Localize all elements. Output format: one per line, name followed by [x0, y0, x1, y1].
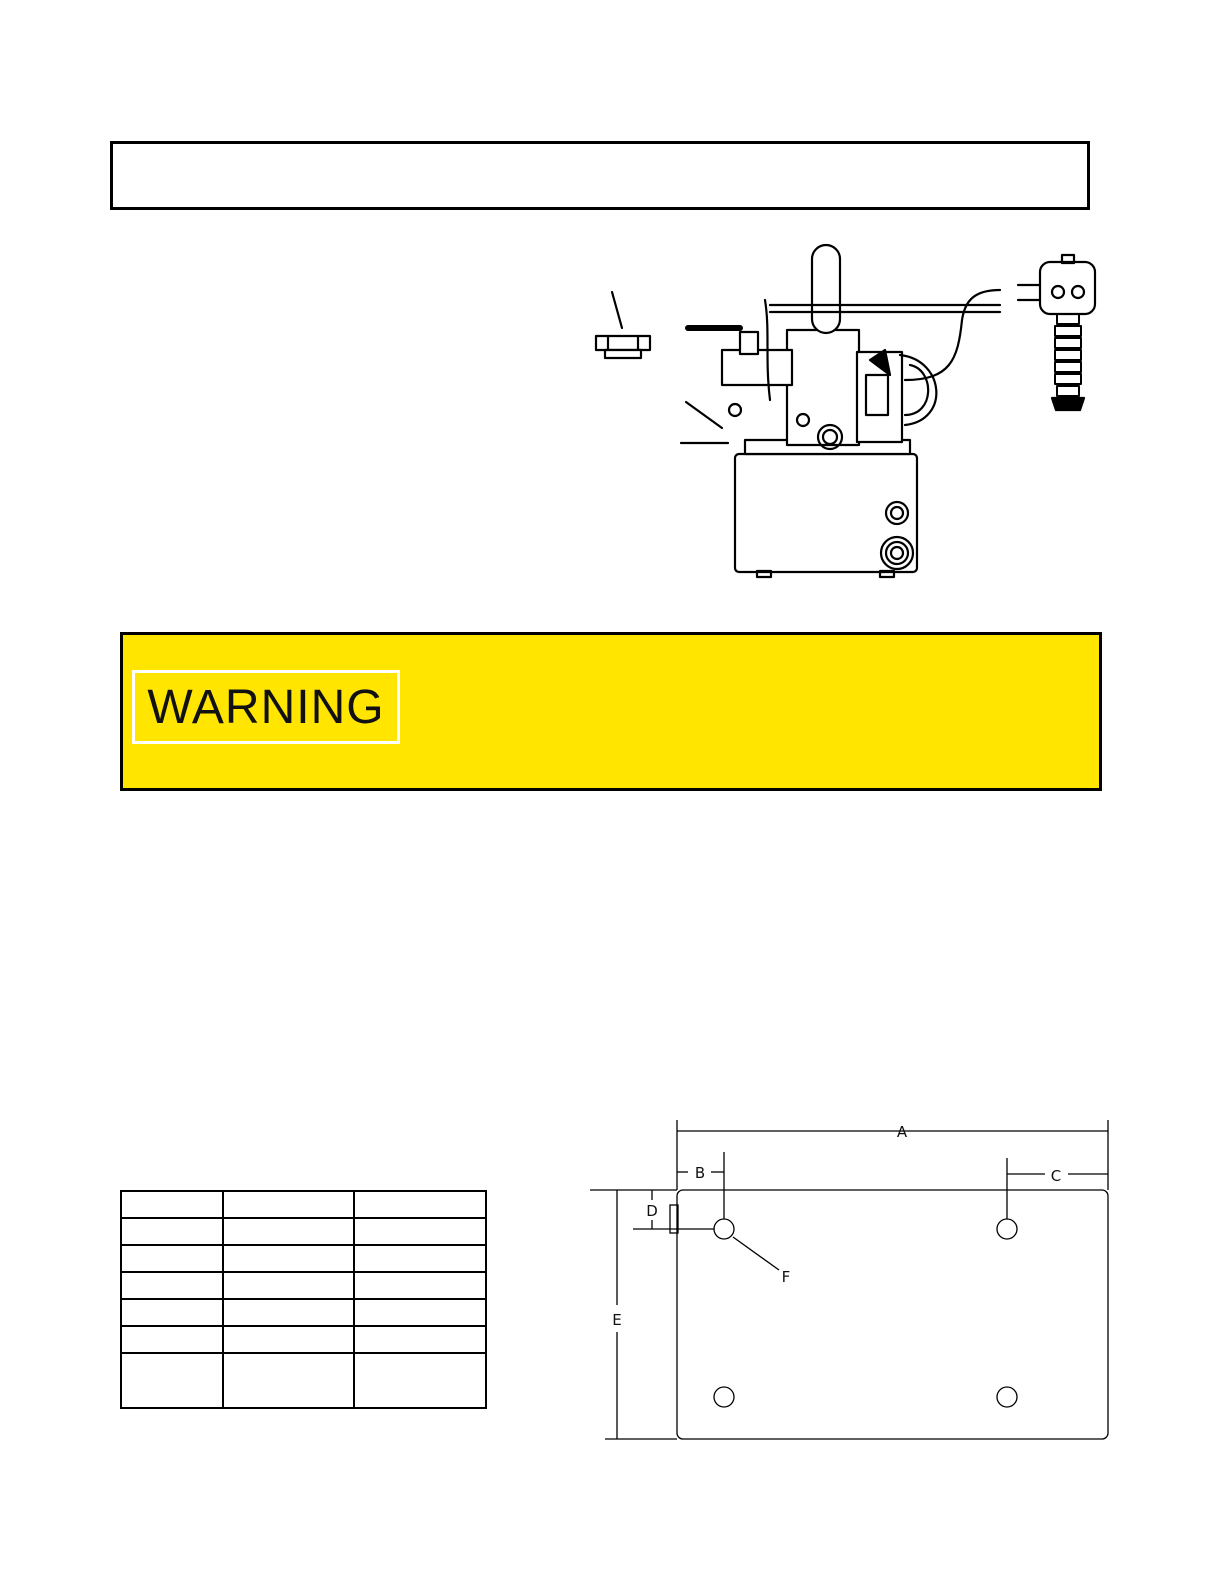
base-plate-outline [677, 1190, 1108, 1439]
section-header-box [110, 141, 1090, 210]
table-row [121, 1299, 486, 1326]
dim-label-c: C [1050, 1167, 1062, 1185]
base-mounting-diagram [585, 1115, 1120, 1450]
mounting-hole [714, 1387, 734, 1407]
dim-label-e: E [612, 1311, 622, 1329]
mounting-hole [714, 1219, 734, 1239]
dim-label-d: D [646, 1202, 658, 1220]
table-row [121, 1326, 486, 1353]
table-row [121, 1191, 486, 1218]
mounting-hole [997, 1219, 1017, 1239]
warning-label: WARNING [132, 670, 400, 744]
table-row [121, 1245, 486, 1272]
hydraulic-pump-unit-icon [560, 235, 1120, 595]
table-row [121, 1272, 486, 1299]
table-row [121, 1353, 486, 1408]
dim-label-f: F [781, 1268, 791, 1286]
dimension-table [120, 1190, 487, 1409]
warning-panel [120, 632, 1102, 791]
mounting-hole [997, 1387, 1017, 1407]
dim-label-b: B [694, 1164, 706, 1182]
table-row [121, 1218, 486, 1245]
dim-label-a: A [896, 1123, 908, 1141]
